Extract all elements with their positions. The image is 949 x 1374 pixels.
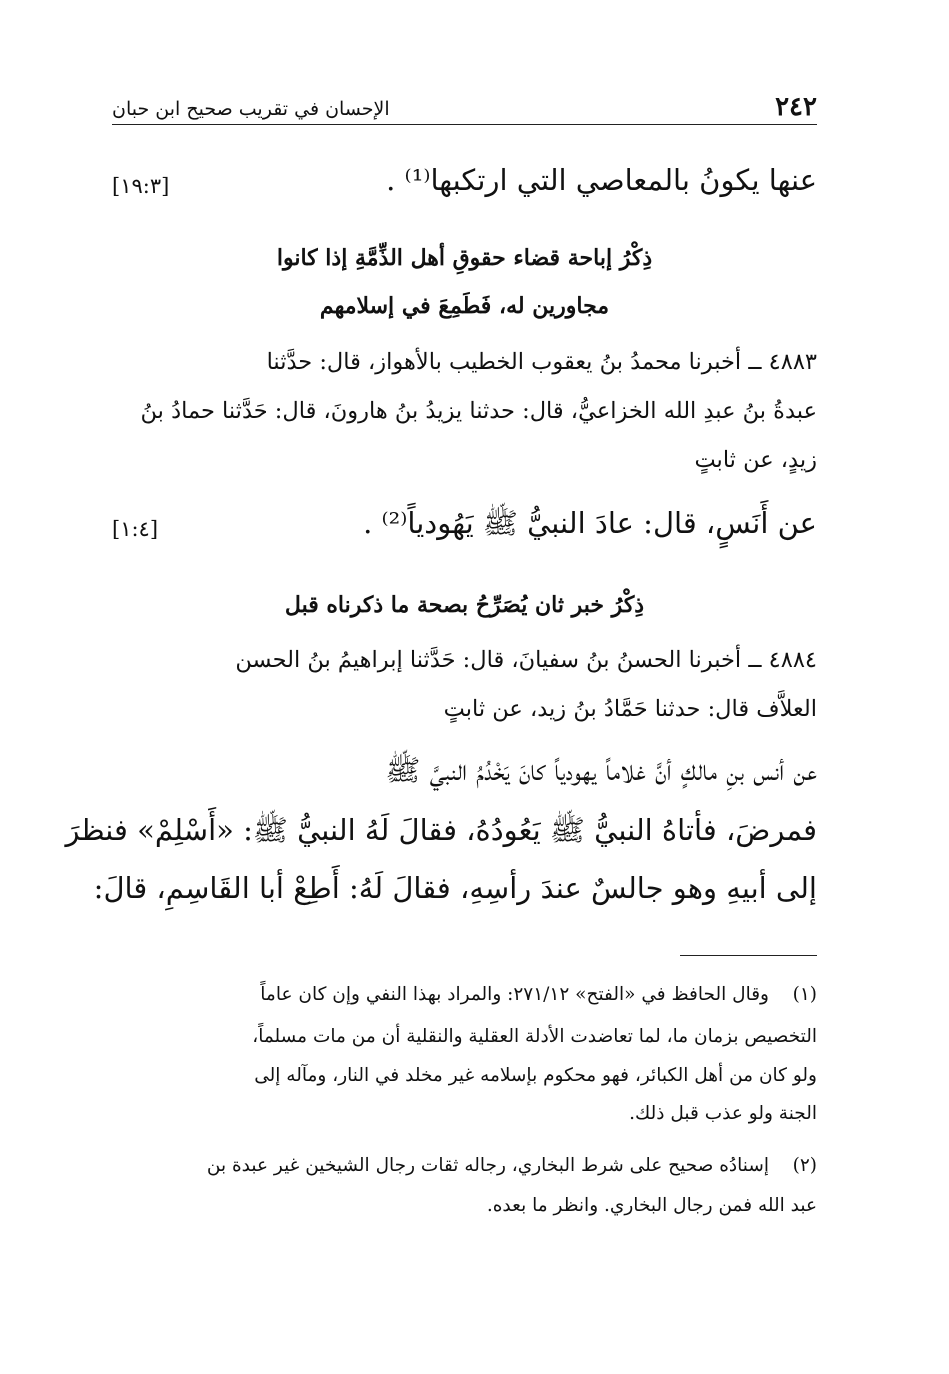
volume-reference: [١٩:٣]: [112, 174, 170, 198]
hadith-4884-matn-line-1: عن أنس بنِ مالكٍ أنَّ غلاماً يهودياً كانَ يَخْدُمُ النبيَّ ﷺ: [385, 753, 817, 787]
hadith-4884-chain-line-2: العلاَّف قال: حدثنا حَمَّادُ بنُ زيد، عن ثابتٍ: [443, 696, 817, 722]
section-heading-1b: مجاورين له، فَطَمِعَ في إسلامهم: [319, 293, 610, 319]
footnote-1-line-1: [112, 980, 817, 1010]
hadith-4884-chain-line-1: ٤٨٨٤ ــ أخبرنا الحسنُ بنُ سفيانَ، قال: حَدَّثنا إبراهيمُ بنُ الحسن: [235, 647, 817, 673]
text-line: [112, 160, 817, 200]
footnote-2-text: إسنادُه صحيح على شرط البخاري، رجاله ثقات رجال الشيخين غير عبدة بن: [206, 1155, 769, 1176]
footnote-1-line-3: ولو كان من أهل الكبائر، فهو محكوم بإسلامه غير مخلد في النار، ومآله إلى: [254, 1065, 817, 1086]
hadith-4883-chain-line-2: عبدةُ بنُ عبدِ الله الخزاعيُّ، قال: حدثنا يزيدُ بنُ هارونَ، قال: حَدَّثنا حمادُ بنُ: [140, 398, 817, 424]
section-heading-2: ذِكْرُ خبر ثان يُصَرِّحُ بصحة ما ذكرناه قبل: [284, 592, 645, 618]
hadith-4884-matn-line-3: إلى أبيهِ وهو جالسٌ عندَ رأسِهِ، فقالَ لَهُ: أَطِعْ أبا القَاسِمِ، قالَ:: [93, 871, 817, 905]
volume-reference: [١:٤]: [112, 517, 159, 541]
page-number: ٢٤٢: [775, 92, 817, 122]
footnote-1-text: وقال الحافظ في «الفتح» ٢٧١/١٢: والمراد بهذا النفي وإن كان عاماً: [260, 984, 769, 1005]
footnote-2-line-1: [112, 1151, 817, 1181]
footnote-1-line-4: الجنة ولو عذب قبل ذلك.: [629, 1103, 817, 1124]
hadith-4883-matn: [112, 503, 817, 543]
hadith-4883-chain-line-3: زيدٍ، عن ثابتٍ: [694, 447, 817, 473]
footnote-separator: [680, 955, 817, 956]
hadith-4884-matn-line-2: فمرضَ، فأتاهُ النبيُّ ﷺ يَعُودُهُ، فقالَ لَهُ النبيُّ ﷺ: «أَسْلِمْ» فنظرَ: [65, 813, 817, 847]
section-heading-1a: ذِكْرُ إباحة قضاء حقوقِ أهل الذِّمَّةِ إذا كانوا: [276, 245, 653, 271]
running-title: الإحسان في تقريب صحيح ابن حبان: [112, 98, 390, 120]
footnote-2-line-2: عبد الله فمن رجال البخاري. وانظر ما بعده.: [486, 1195, 817, 1216]
footnote-2-number: (٢): [792, 1155, 817, 1176]
page-header: [112, 88, 817, 125]
footnote-1-line-2: التخصيص بزمان ما، لما تعاضدت الأدلة العقلية والنقلية أن من مات مسلماً،: [252, 1026, 817, 1047]
hadith-4883-matn-text: عن أَنَسٍ، قال: عادَ النبيُّ ﷺ يَهُودياً⁽²⁾ .: [363, 506, 817, 540]
text-line-1: عنها يكونُ بالمعاصي التي ارتكبها⁽¹⁾ .: [386, 163, 817, 197]
footnote-1-number: (١): [792, 984, 817, 1005]
hadith-4883-chain-line-1: ٤٨٨٣ ــ أخبرنا محمدُ بنُ يعقوب الخطيب بالأهواز، قال: حدَّثنا: [266, 349, 817, 375]
